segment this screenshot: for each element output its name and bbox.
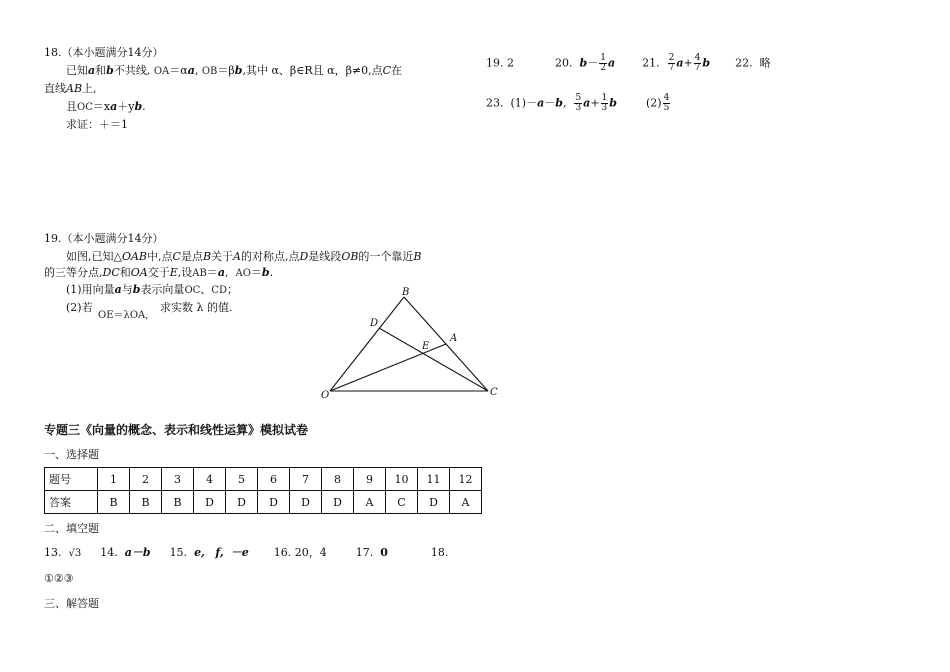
text: 表示向量: [140, 283, 185, 296]
point-d: D: [299, 250, 309, 263]
point-e: E: [169, 266, 178, 279]
fraction: $\frac{4}{7}$: [694, 53, 701, 73]
text: 不共线,: [113, 64, 151, 77]
table-cell: D: [258, 491, 290, 514]
table-cell: 7: [290, 468, 322, 491]
choice-answer-table: [44, 467, 482, 514]
q19-part2-a: (2)若: [66, 301, 93, 314]
table-cell: 6: [258, 468, 290, 491]
text: ＝α: [169, 64, 188, 77]
text: ＝β: [217, 64, 235, 77]
table-row-numbers: [45, 468, 482, 491]
text: 17.: [355, 546, 374, 559]
table-cell: B: [130, 491, 162, 514]
vector-a: a: [187, 64, 195, 77]
vector-a: a: [537, 96, 545, 110]
text: 21.: [642, 56, 660, 70]
table-cell: 10: [386, 468, 418, 491]
label-e: E: [422, 341, 430, 352]
text: +: [590, 96, 600, 110]
table-cell: 11: [418, 468, 450, 491]
text: 关于: [211, 250, 234, 263]
q18-line2: [44, 82, 97, 96]
table-cell: 9: [354, 468, 386, 491]
table-cell: 5: [226, 468, 258, 491]
text: 且: [66, 100, 77, 113]
text: 15.: [169, 546, 188, 559]
text: 的三等分点,: [44, 266, 103, 279]
segment-dc: [379, 328, 488, 391]
vector-a: a: [88, 64, 96, 77]
heading-solve: 三、解答题: [44, 597, 99, 610]
q19-line1: [66, 250, 422, 264]
text: 2: [507, 56, 514, 70]
q19-part1: [66, 283, 238, 298]
text: ＝: [206, 266, 218, 279]
fraction: $\frac{5}{3}$: [575, 93, 582, 113]
segment-dc: DC: [102, 266, 120, 279]
q19-part2-b: 求实数 λ 的值.: [160, 301, 233, 314]
segment-ob: [330, 297, 404, 391]
text: 和: [119, 266, 131, 279]
table-cell: 3: [162, 468, 194, 491]
text: 如图,已知△: [66, 250, 122, 263]
text: ＋y: [117, 100, 135, 113]
vector-a: a: [110, 100, 118, 113]
table-cell: 2: [130, 468, 162, 491]
vector-b: b: [134, 100, 143, 113]
text: .: [269, 266, 274, 279]
text: 和: [95, 64, 107, 77]
heading-choice: 一、选择题: [44, 448, 99, 461]
fill-answers-row: [44, 546, 448, 561]
vector-oa: OA: [153, 66, 170, 77]
fill-answer-18: ①②③: [44, 572, 74, 585]
vector-oc: OC: [77, 102, 93, 113]
section-title: 专题三《向量的概念、表示和线性运算》模拟试卷: [44, 423, 309, 437]
text: 20.: [555, 56, 573, 70]
text: ,: [224, 266, 229, 279]
fraction: $\frac{1}{3}$: [601, 93, 608, 113]
vector-ab: AB: [192, 268, 207, 279]
q18-line4: 求证：＋＝1: [66, 118, 128, 131]
table-cell: D: [290, 491, 322, 514]
text: √3: [68, 548, 82, 559]
answers-row-2: [486, 94, 671, 113]
text: e,: [194, 546, 205, 559]
text: (2): [645, 96, 662, 110]
text: .: [142, 100, 146, 113]
table-cell: B: [98, 491, 130, 514]
text: 13.: [44, 546, 62, 559]
vector-b: b: [261, 266, 270, 279]
text: ＝: [250, 266, 262, 279]
text: 是线段: [308, 250, 342, 263]
q19-header: 19.（本小题满分14分）: [44, 232, 164, 245]
vector-a: a: [676, 56, 684, 70]
text: 23.: [486, 96, 504, 110]
table-answer-label: 答案: [45, 491, 98, 514]
text: ,其中 α、β∈R且 α，β≠0,点: [242, 64, 383, 77]
text: 18.: [430, 546, 449, 559]
point-b: B: [413, 250, 422, 263]
point-a: A: [233, 250, 241, 263]
table-cell: 12: [450, 468, 482, 491]
q18-header: 18.（本小题满分14分）: [44, 46, 164, 59]
text: ＝x: [92, 100, 111, 113]
text: －: [587, 56, 599, 70]
text: ,设: [177, 266, 193, 279]
table-header-label: 题号: [45, 468, 98, 491]
text: f,: [215, 546, 224, 559]
text: 22.: [735, 56, 753, 70]
table-cell: D: [322, 491, 354, 514]
text: 的一个靠近: [358, 250, 414, 263]
text: (1)用向量: [66, 283, 115, 296]
text: ,: [194, 64, 199, 77]
table-cell: 4: [194, 468, 226, 491]
vector-b: b: [579, 56, 588, 70]
table-cell: D: [418, 491, 450, 514]
text: 16.: [273, 546, 292, 559]
triangle-figure: [318, 286, 504, 398]
vector-a: a: [114, 283, 122, 296]
text: 、: [200, 283, 212, 296]
text: 直线: [44, 82, 66, 95]
label-c: C: [490, 387, 498, 398]
table-cell: C: [386, 491, 418, 514]
text: 的对称点,点: [240, 250, 300, 263]
point-c: C: [382, 64, 392, 77]
vector-ao: AO: [235, 268, 251, 279]
vector-b: b: [132, 283, 141, 296]
text: 是点: [180, 250, 203, 263]
vector-oc: OC: [184, 285, 201, 296]
q18-line1: [66, 64, 402, 79]
table-row-answers: [45, 491, 482, 514]
vector-cd: CD: [211, 285, 227, 296]
vector-b: b: [609, 96, 617, 110]
fraction: $\frac{4}{5}$: [663, 93, 670, 113]
label-o: O: [321, 390, 330, 398]
text: 19.: [486, 56, 504, 70]
q19-part2-eq: OE＝λOA,: [98, 310, 149, 321]
text: 略: [759, 56, 771, 70]
text: 14.: [100, 546, 118, 559]
text: －: [544, 96, 556, 110]
text: －e: [230, 546, 249, 559]
vector-ob: OB: [201, 66, 218, 77]
point-c: C: [172, 250, 181, 263]
vector-b: b: [555, 96, 563, 110]
line-ab: AB: [66, 82, 83, 95]
text: (1)－: [510, 96, 538, 110]
point-b: B: [202, 250, 212, 263]
text: ,: [562, 96, 567, 110]
table-cell: D: [194, 491, 226, 514]
vector-b: b: [234, 64, 243, 77]
label-b: B: [402, 287, 410, 298]
text: a－b: [124, 546, 151, 559]
text: 与: [121, 283, 133, 296]
vector-b: b: [702, 56, 711, 70]
table-cell: B: [162, 491, 194, 514]
text: 交于: [147, 266, 170, 279]
table-cell: 1: [98, 468, 130, 491]
vector-a: a: [583, 96, 591, 110]
text: 0: [380, 546, 388, 559]
q18-line3: [66, 100, 146, 115]
text: ；: [226, 283, 238, 296]
text: 已知: [66, 64, 88, 77]
text: +: [683, 56, 693, 70]
label-d: D: [370, 318, 379, 329]
label-a: A: [450, 333, 458, 344]
segment-ob: OB: [341, 250, 359, 263]
table-cell: 8: [322, 468, 354, 491]
text: 在: [391, 64, 403, 77]
table-cell: D: [226, 491, 258, 514]
text: 20，4: [294, 546, 327, 559]
text: 上,: [82, 82, 97, 95]
fraction: $\frac{2}{7}$: [668, 53, 675, 73]
text: 中,点: [147, 250, 173, 263]
table-cell: A: [450, 491, 482, 514]
fraction: $\frac{1}{2}$: [600, 53, 606, 73]
vector-b: b: [106, 64, 114, 77]
table-cell: A: [354, 491, 386, 514]
triangle-oab: OAB: [121, 250, 148, 263]
segment-oa: OA: [130, 266, 148, 279]
vector-a: a: [607, 56, 616, 70]
heading-fill: 二、填空题: [44, 522, 99, 535]
vector-a: a: [217, 266, 225, 279]
answers-row-1: [486, 54, 771, 73]
q19-line2: [44, 266, 273, 281]
